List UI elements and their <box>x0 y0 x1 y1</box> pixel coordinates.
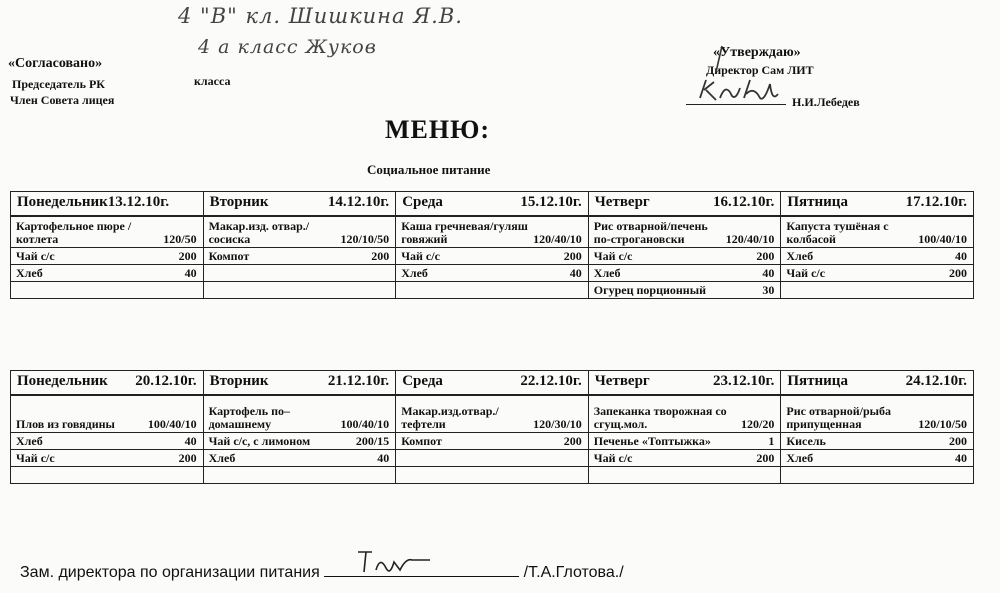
dish-cell: Плов из говядины 100/40/10 <box>16 417 197 431</box>
table-row <box>11 281 973 298</box>
approved-class-label: класса <box>194 74 231 88</box>
director-signature <box>690 38 800 110</box>
footer-signature-line <box>324 562 519 577</box>
dish-cell: Хлеб 40 <box>588 265 781 281</box>
handwritten-note-class-2: 4 а класс Жуков <box>198 36 377 58</box>
dish-cell: Картофель по–домашнему 100/40/10 <box>203 396 396 432</box>
day-header: Среда 22.12.10г. <box>395 371 588 395</box>
table-row <box>11 449 973 466</box>
table-row <box>11 264 973 281</box>
footer-signature-block <box>20 562 624 582</box>
dish-cell: Чай с/с 200 <box>16 451 197 465</box>
day-header: Четверг 16.12.10г. <box>588 192 781 216</box>
dish-cell <box>395 467 588 483</box>
dish-cell: Хлеб 40 <box>395 265 588 281</box>
dish-cell: Чай с/с, с лимоном 200/15 <box>203 433 396 449</box>
dish-cell: Огурец порционный 30 <box>588 282 781 298</box>
menu-table-week-1 <box>10 191 974 299</box>
dish-cell <box>780 282 973 298</box>
footer-name: /Т.А.Глотова./ <box>523 564 624 581</box>
menu-subtitle: Социальное питание <box>367 162 491 177</box>
dish-cell: Чай с/с 200 <box>780 265 973 281</box>
confirm-director: Директор Сам ЛИТ <box>706 63 814 77</box>
dish-cell: Чай с/с 200 <box>16 249 197 263</box>
day-header: Вторник 14.12.10г. <box>203 192 396 216</box>
dish-cell <box>203 467 396 483</box>
day-header: Среда 15.12.10г. <box>395 192 588 216</box>
dish-cell <box>11 282 203 298</box>
dish-cell: Макар.изд.отвар./тефтели 120/30/10 <box>395 396 588 432</box>
dish-cell: Кисель 200 <box>780 433 973 449</box>
day-header: Четверг 23.12.10г. <box>588 371 781 395</box>
dish-cell: Хлеб 40 <box>16 266 197 280</box>
dish-cell: Хлеб 40 <box>780 248 973 264</box>
table-row <box>11 395 973 432</box>
table-header-row <box>11 371 973 395</box>
approved-chairman: Председатель РК <box>12 77 105 91</box>
dish-cell: Рис отварной/печень по-строгановски 120/40/10 <box>588 217 781 247</box>
table-row <box>11 216 973 247</box>
menu-title: МЕНЮ: <box>385 115 491 144</box>
dish-cell: Каша гречневая/гуляш говяжий 120/40/10 <box>395 217 588 247</box>
dish-cell: Картофельное пюре / котлета 120/50 <box>16 219 197 246</box>
dish-cell: Макар.изд. отвар./ сосиска 120/10/50 <box>203 217 396 247</box>
dish-cell: Хлеб 40 <box>780 450 973 466</box>
footer-signature <box>354 546 434 576</box>
approved-council-member: Член Совета лицея <box>10 93 115 107</box>
dish-cell: Хлеб 40 <box>203 450 396 466</box>
dish-cell <box>11 467 203 483</box>
dish-cell <box>780 467 973 483</box>
day-header: Пятница 17.12.10г. <box>780 192 973 216</box>
table-row <box>11 247 973 264</box>
dish-cell <box>395 282 588 298</box>
table-row <box>11 466 973 483</box>
dish-cell: Чай с/с 200 <box>588 450 781 466</box>
dish-cell: Чай с/с 200 <box>395 248 588 264</box>
dish-cell <box>203 265 396 281</box>
handwritten-note-class: 4 "В" кл. Шишкина Я.В. <box>178 4 463 28</box>
dish-cell: Рис отварной/рыба припущенная 120/10/50 <box>780 396 973 432</box>
approved-title: «Согласовано» <box>8 56 103 71</box>
dish-cell: Чай с/с 200 <box>588 248 781 264</box>
dish-cell: Запеканка творожная со сгущ.мол. 120/20 <box>588 396 781 432</box>
table-header-row <box>11 192 973 216</box>
day-header: Пятница 24.12.10г. <box>780 371 973 395</box>
dish-cell <box>395 450 588 466</box>
dish-cell: Компот 200 <box>203 248 396 264</box>
day-header: Понедельник13.12.10г. <box>11 192 203 216</box>
footer-label: Зам. директора по организации питания <box>20 564 320 581</box>
director-name: Н.И.Лебедев <box>792 95 860 109</box>
day-header: Понедельник 20.12.10г. <box>11 371 203 395</box>
day-header: Вторник 21.12.10г. <box>203 371 396 395</box>
table-row <box>11 432 973 449</box>
dish-cell: Печенье «Топтыжка» 1 <box>588 433 781 449</box>
confirm-title: «Утверждаю» <box>713 45 801 60</box>
dish-cell: Компот 200 <box>395 433 588 449</box>
dish-cell <box>588 467 781 483</box>
dish-cell <box>203 282 396 298</box>
dish-cell: Хлеб 40 <box>16 434 197 448</box>
dish-cell: Капуста тушёная с колбасой 100/40/10 <box>780 217 973 247</box>
menu-table-week-2 <box>10 370 974 484</box>
